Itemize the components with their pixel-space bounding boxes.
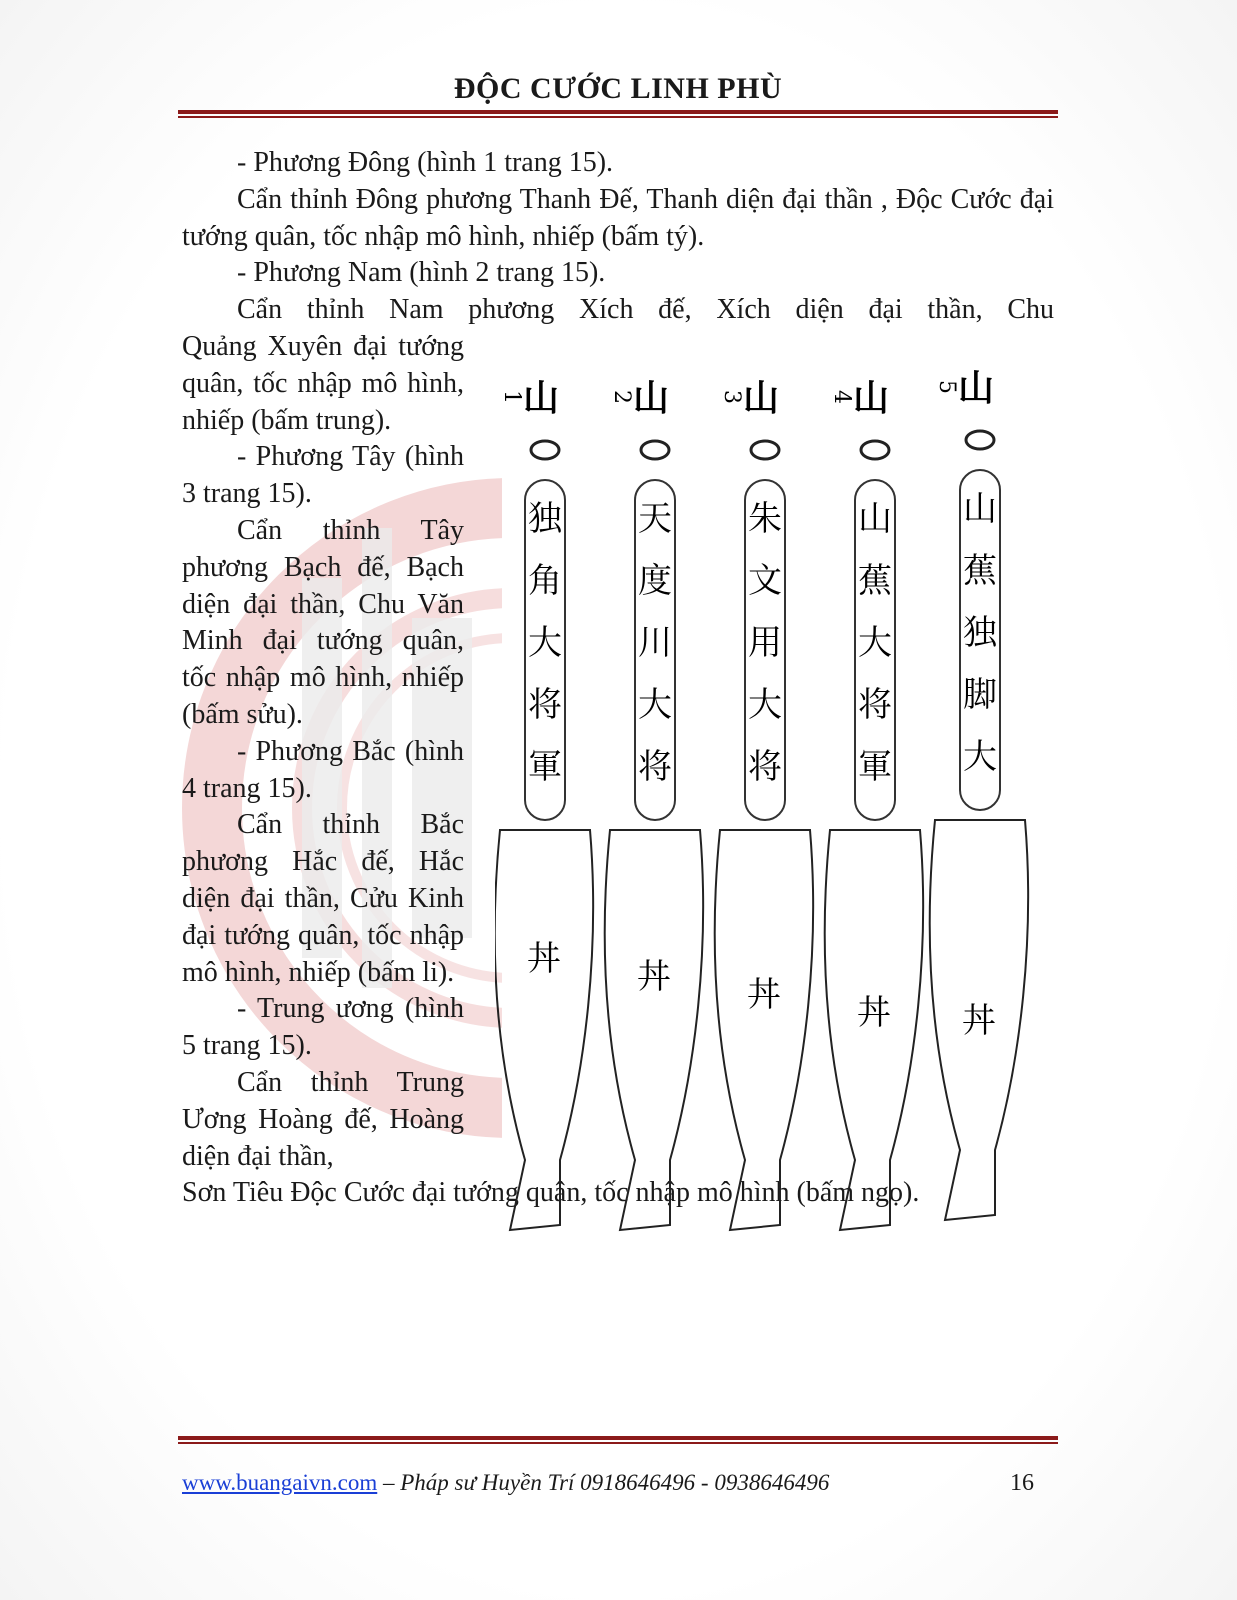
paragraph-phuong-dong: - Phương Đông (hình 1 trang 15). bbox=[237, 147, 614, 178]
figure-leg-glyph-5: 丼 bbox=[962, 1001, 996, 1041]
figure-leg-glyph-4: 丼 bbox=[857, 993, 891, 1033]
paragraph-phuong-nam: - Phương Nam (hình 2 trang 15). bbox=[237, 257, 606, 289]
figure-leg-2 bbox=[605, 830, 703, 1230]
header-rule-thick bbox=[178, 110, 1058, 114]
header-rule-thin bbox=[178, 116, 1058, 118]
paragraph-dong-invocation: Cẩn thỉnh Đông phương Thanh Đế, Thanh diện đại thần , Độc Cước đại tướng quân, tốc nhập mô hình, nhiếp (bấm tý). bbox=[182, 183, 1054, 252]
figure-inscription-char-1-1: 独 bbox=[528, 499, 562, 539]
figure-eye-mark-2 bbox=[641, 441, 669, 459]
figure-inscription-char-3-1: 朱 bbox=[748, 499, 782, 539]
figure-number-2: 2 bbox=[609, 390, 634, 404]
talisman-figure-graphic bbox=[495, 340, 1043, 1252]
figure-eye-mark-5 bbox=[966, 431, 994, 449]
figure-eye-mark-4 bbox=[861, 441, 889, 459]
figure-inscription-char-4-1: 山 bbox=[858, 499, 892, 539]
footer-website-link[interactable]: www.buangaivn.com bbox=[182, 1470, 378, 1495]
figure-number-3: 3 bbox=[719, 390, 744, 404]
figure-inscription-char-1-3: 大 bbox=[528, 623, 562, 663]
figure-inscription-char-1-5: 軍 bbox=[528, 747, 562, 787]
talisman-figure bbox=[495, 340, 1043, 1252]
figure-leg-glyph-3: 丼 bbox=[747, 975, 781, 1015]
figure-inscription-char-1-2: 角 bbox=[528, 561, 562, 601]
figure-leg-3 bbox=[715, 830, 813, 1230]
figure-top-glyph-2: 山 bbox=[633, 378, 670, 419]
figure-inscription-char-2-4: 大 bbox=[638, 685, 672, 725]
figure-inscription-char-4-3: 大 bbox=[858, 623, 892, 663]
figure-eye-mark-3 bbox=[751, 441, 779, 459]
footer-rule-thick bbox=[178, 1436, 1058, 1440]
footer-credit bbox=[182, 1470, 829, 1496]
figure-top-glyph-3: 山 bbox=[743, 378, 780, 419]
footer-author-phone: – Pháp sư Huyền Trí 0918646496 - 0938646496 bbox=[377, 1470, 830, 1495]
paragraph-trung-uong-invocation: Cẩn thỉnh Trung Ương Hoàng đế, Hoàng diện đại thần, bbox=[182, 1066, 464, 1172]
figure-leg-glyph-1: 丼 bbox=[527, 939, 561, 979]
figure-inscription-char-5-4: 脚 bbox=[963, 675, 997, 715]
figure-inscription-char-5-5: 大 bbox=[963, 737, 997, 777]
figure-number-1: 1 bbox=[499, 390, 524, 404]
figure-inscription-char-3-2: 文 bbox=[748, 561, 782, 601]
paragraph-nam-invocation-line: Cẩn thỉnh Nam phương Xích đế, Xích diện đại thần, Chu bbox=[237, 294, 1054, 326]
page-header-title: ĐỘC CƯỚC LINH PHÙ bbox=[453, 72, 783, 105]
figure-inscription-char-2-2: 度 bbox=[638, 561, 672, 601]
paragraph-trung-uong-invocation-end: Sơn Tiêu Độc Cước đại tướng quân, tốc nhập mô hình (bấm ngọ). bbox=[182, 1177, 920, 1209]
figure-inscription-char-4-5: 軍 bbox=[858, 747, 892, 787]
paragraph-phuong-bac: - Phương Bắc (hình 4 trang 15). bbox=[182, 735, 464, 804]
figure-inscription-char-2-3: 川 bbox=[638, 623, 672, 663]
figure-top-glyph-4: 山 bbox=[853, 378, 890, 419]
figure-top-glyph-5: 山 bbox=[958, 368, 995, 409]
figure-inscription-char-3-3: 用 bbox=[748, 623, 782, 663]
figure-eye-mark-1 bbox=[531, 441, 559, 459]
page-number: 16 bbox=[1010, 1470, 1034, 1496]
figure-inscription-char-3-5: 将 bbox=[748, 747, 782, 787]
paragraph-bac-invocation: Cẩn thỉnh Bắc phương Hắc đế, Hắc diện đại thần, Cửu Kinh đại tướng quân, tốc nhập mô hình, nhiếp (bấm li). bbox=[182, 809, 464, 988]
figure-inscription-char-2-5: 将 bbox=[638, 747, 672, 787]
figure-top-glyph-1: 山 bbox=[523, 378, 560, 419]
figure-leg-1 bbox=[495, 830, 593, 1230]
paragraph-phuong-tay: - Phương Tây (hình 3 trang 15). bbox=[182, 441, 464, 510]
figure-inscription-char-5-3: 独 bbox=[963, 613, 997, 653]
paragraph-tay-invocation: Cẩn thỉnh Tây phương Bạch đế, Bạch diện đại thần, Chu Văn Minh đại tướng quân, tốc nhập mô hình, nhiếp (bấm sửu). bbox=[182, 514, 464, 730]
figure-number-4: 4 bbox=[829, 390, 854, 404]
figure-inscription-char-5-1: 山 bbox=[963, 489, 997, 529]
figure-inscription-char-1-4: 将 bbox=[528, 685, 562, 725]
figure-inscription-char-3-4: 大 bbox=[748, 685, 782, 725]
figure-inscription-char-4-2: 蕉 bbox=[858, 561, 892, 601]
paragraph-nam-invocation-rest: Quảng Xuyên đại tướng quân, tốc nhập mô hình, nhiếp (bấm trung). bbox=[182, 330, 464, 436]
figure-inscription-char-2-1: 天 bbox=[638, 499, 672, 539]
figure-inscription-char-4-4: 将 bbox=[858, 685, 892, 725]
paragraph-trung-uong: - Trung ương (hình 5 trang 15). bbox=[182, 993, 464, 1062]
figure-number-5: 5 bbox=[934, 380, 959, 394]
footer-rule-thin bbox=[178, 1442, 1058, 1444]
figure-leg-glyph-2: 丼 bbox=[637, 957, 671, 997]
figure-inscription-char-5-2: 蕉 bbox=[963, 551, 997, 591]
